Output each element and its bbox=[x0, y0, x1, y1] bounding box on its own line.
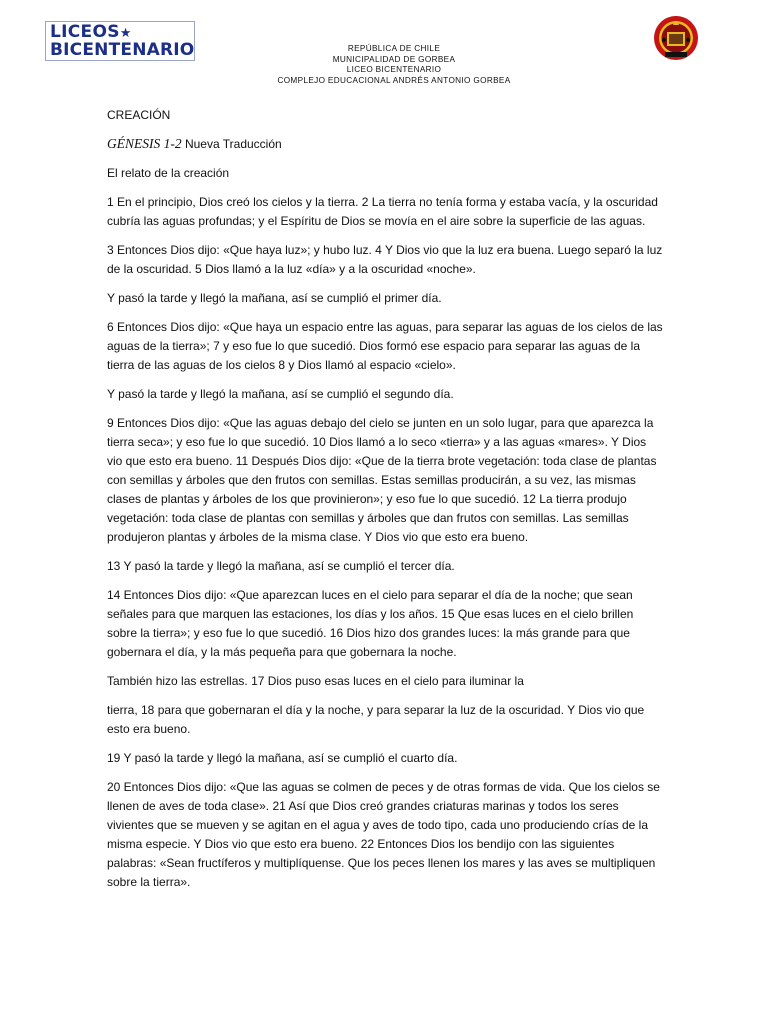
paragraph: 20 Entonces Dios dijo: «Que las aguas se colmen de peces y de otras formas de vida. Que los cielos se llenen de aves de toda clase». 21 Así que Dios creó grandes criaturas marinas y todos los seres vivientes que se mueven y se agitan en el agua y aves de todo tipo, cada uno produciendo crías de la misma especie. Y Dios vio que esto era bueno. 22 Entonces Dios los bendijo con las siguientes palabras: «Sean fructíferos y multiplíquense. Que los peces llenen los mares y las aves se multipliquen sobre la tierra». bbox=[107, 780, 660, 889]
header-line: COMPLEJO EDUCACIONAL ANDRÉS ANTONIO GORBEA bbox=[277, 75, 511, 85]
paragraph: 19 Y pasó la tarde y llegó la mañana, así se cumplió el cuarto día. bbox=[107, 751, 458, 765]
paragraph: Y pasó la tarde y llegó la mañana, así se cumplió el primer día. bbox=[107, 291, 442, 305]
paragraph: 9 Entonces Dios dijo: «Que las aguas debajo del cielo se junten en un solo lugar, para que aparezca la tierra seca»; y eso fue lo que sucedió. 10 Dios llamó a lo seco «tierra» y a las aguas «mares». Y Dios vio que esto era bueno. 11 Después Dios dijo: «Que de la tierra brote vegetación: toda clase de plantas con semillas y árboles que den frutos con semillas. Estas semillas producirán, a su vez, las mismas clases de plantas y árboles de los que provinieron»; y eso fue lo que sucedió. 12 La tierra produjo vegetación: toda clase de plantas con semillas y árboles que dan frutos con semillas. Las semillas produjeron plantas y árboles de la misma clase. Y Dios vio que esto era bueno. bbox=[107, 416, 657, 544]
star-icon: ★ bbox=[119, 26, 132, 41]
document-body bbox=[107, 106, 663, 902]
header-line: LICEO BICENTENARIO bbox=[346, 65, 442, 74]
section-subtitle: El relato de la creación bbox=[107, 166, 230, 180]
document-title: CREACIÓN bbox=[107, 108, 171, 122]
translation-name: Nueva Traducción bbox=[181, 137, 282, 151]
paragraph: También hizo las estrellas. 17 Dios puso esas luces en el cielo para iluminar la bbox=[107, 674, 524, 688]
paragraph: tierra, 18 para que gobernaran el día y la noche, y para separar la luz de la oscuridad. Y Dios vio que esto era bueno. bbox=[107, 703, 645, 736]
paragraph: 13 Y pasó la tarde y llegó la mañana, así se cumplió el tercer día. bbox=[107, 559, 455, 573]
header-line: REPÚBLICA DE CHILE bbox=[347, 44, 441, 53]
paragraph: 1 En el principio, Dios creó los cielos y la tierra. 2 La tierra no tenía forma y estaba vacía, y la oscuridad cubría las aguas profundas; y el Espíritu de Dios se movía en el aire sobre la superficie de las aguas. bbox=[107, 195, 658, 228]
paragraph: Y pasó la tarde y llegó la mañana, así se cumplió el segundo día. bbox=[107, 387, 454, 401]
paragraph: 3 Entonces Dios dijo: «Que haya luz»; y hubo luz. 4 Y Dios vio que la luz era buena. Luego separó la luz de la oscuridad. 5 Dios llamó a la luz «día» y a la oscuridad «noche». bbox=[107, 243, 663, 276]
paragraph: 6 Entonces Dios dijo: «Que haya un espacio entre las aguas, para separar las aguas de los cielos de las aguas de la tierra»; 7 y eso fue lo que sucedió. Dios formó ese espacio para separar las aguas de la tierra de las aguas de los cielos 8 y Dios llamó al espacio «cielo». bbox=[107, 320, 663, 372]
logo-line-1: LICEOS bbox=[50, 22, 120, 42]
paragraph: 14 Entonces Dios dijo: «Que aparezcan luces en el cielo para separar el día de la noche; que sean señales para que marquen las estaciones, los días y los años. 15 Que esas luces en el cielo brillen sobre la tierra»; y eso fue lo que sucedió. 16 Dios hizo dos grandes luces: la más grande para que gobernara el día, y la más pequeña para que gobernara la noche. bbox=[107, 588, 634, 659]
institution-header bbox=[0, 40, 768, 86]
header-line: MUNICIPALIDAD DE GORBEA bbox=[332, 54, 456, 64]
book-ref: GÉNESIS 1-2 bbox=[107, 136, 182, 151]
logo-line-2: BICENTENARIO bbox=[50, 40, 195, 60]
book-reference bbox=[107, 134, 663, 154]
